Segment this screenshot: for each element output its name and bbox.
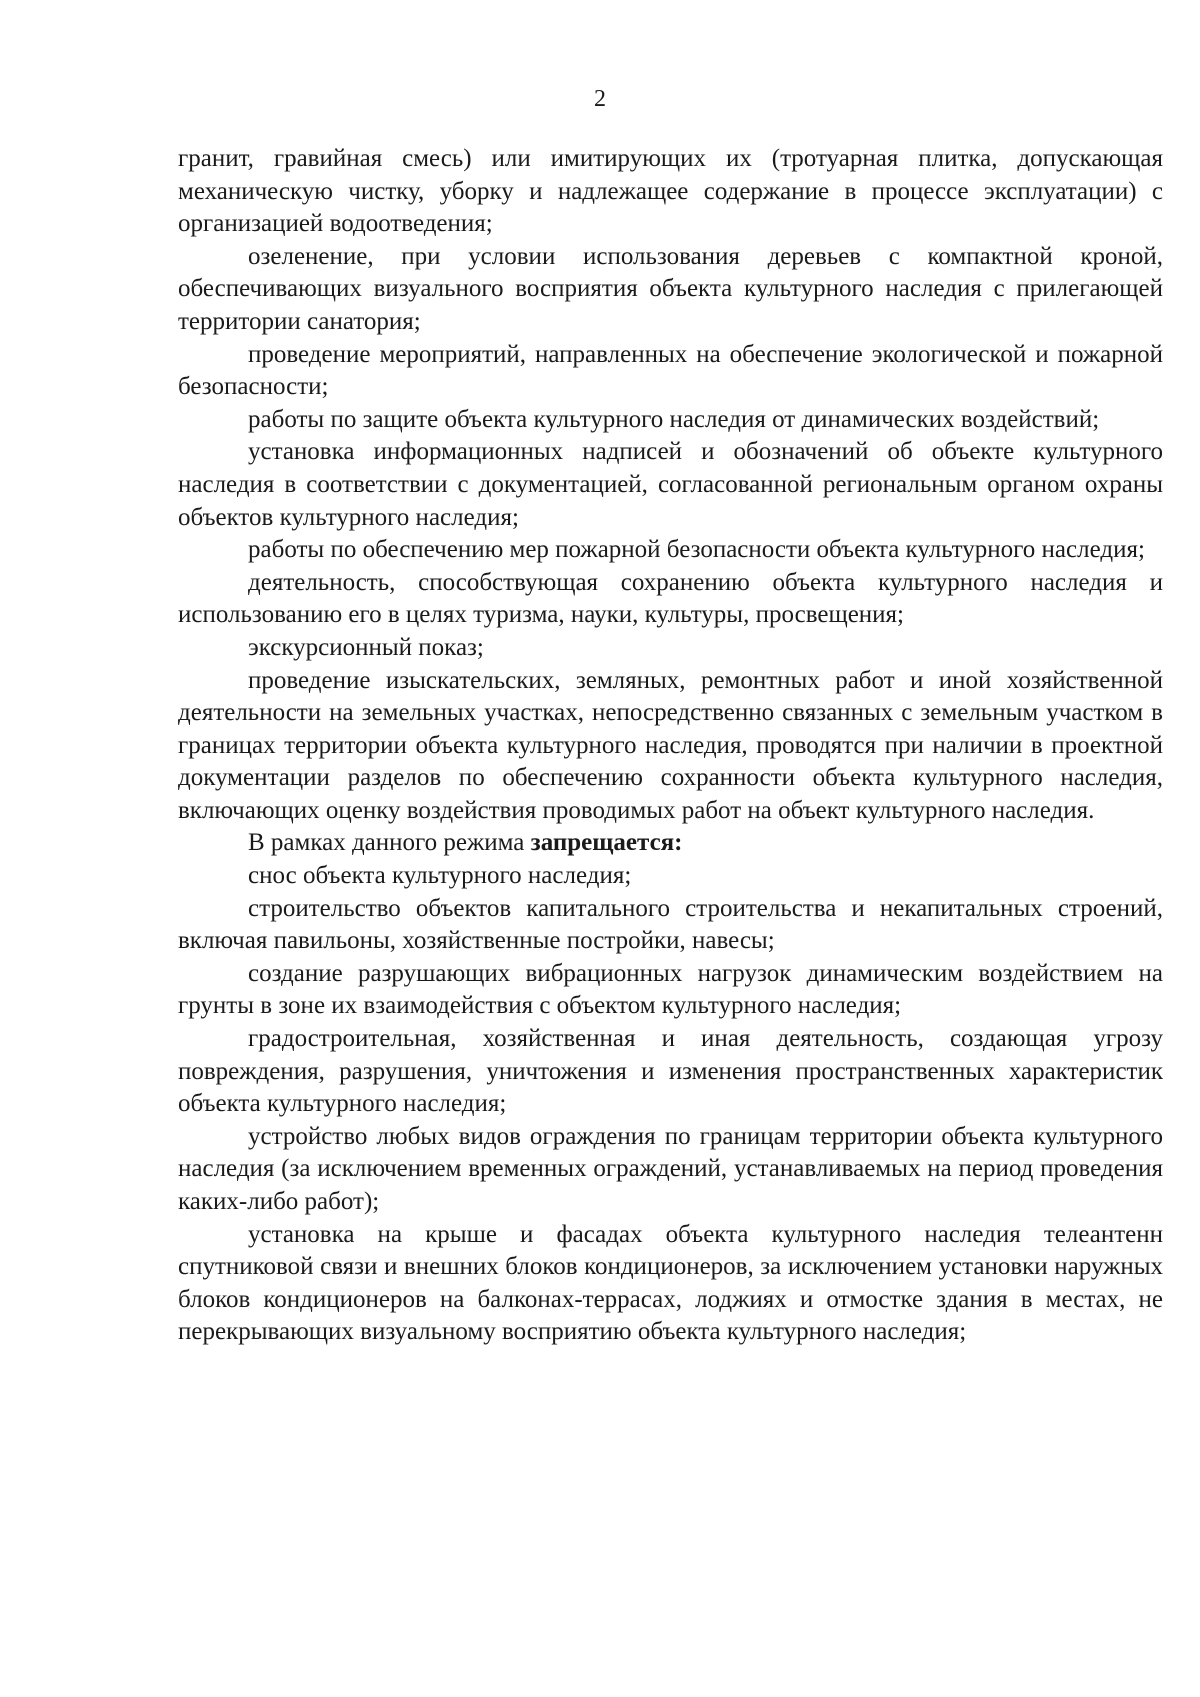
paragraph-survey-works: проведение изыскательских, земляных, ремонтных работ и иной хозяйственной деятельности на земельных участках, непосредственно связанных с земельным участком в границах территории объекта культурного наследия, проводятся при наличии в проектной документации разделов по обеспечению сохранности объекта культурного наследия, включающих оценку воздействия проводимых работ на объект культурного наследия. [178,666,1163,824]
paragraph-landscaping: озеленение, при условии использования деревьев с компактной кроной, обеспечивающих визуального восприятия объекта культурного наследия с прилегающей территории санатория; [178,242,1163,335]
paragraph-continuation: гранит, гравийная смесь) или имитирующих их (тротуарная плитка, допускающая механическую чистку, уборку и надлежащее содержание в процессе эксплуатации) с организацией водоотведения; [178,145,1163,238]
paragraph-information-signs: установка информационных надписей и обозначений об объекте культурного наследия в соответствии с документацией, согласованной региональным органом охраны объектов культурного наследия; [178,438,1163,531]
prohibition-item: снос объекта культурного наследия; [248,862,632,890]
prohibition-emphasis: запрещается: [530,829,683,857]
paragraph-dynamic-protection: работы по защите объекта культурного наследия от динамических воздействий; [248,405,1100,433]
prohibition-intro [178,827,1163,860]
prohibition-item: устройство любых видов ограждения по границам территории объекта культурного наследия (за исключением временных ограждений, устанавливаемых на период проведения каких-либо работ); [178,1122,1163,1215]
paragraph-fire-safety: работы по обеспечению мер пожарной безопасности объекта культурного наследия; [248,536,1145,564]
page-number: 2 [594,86,606,112]
paragraph-excursion: экскурсионный показ; [248,633,484,661]
prohibition-item: градостроительная, хозяйственная и иная деятельность, создающая угрозу повреждения, разрушения, уничтожения и изменения пространственных характеристик объекта культурного наследия; [178,1025,1163,1118]
paragraph-preservation-activity: деятельность, способствующая сохранению объекта культурного наследия и использованию его в целях туризма, науки, культуры, просвещения; [178,568,1163,629]
paragraph-safety-measures: проведение мероприятий, направленных на обеспечение экологической и пожарной безопасности; [178,340,1163,401]
prohibition-item: установка на крыше и фасадах объекта культурного наследия телеантенн спутниковой связи и внешних блоков кондиционеров, за исключением установки наружных блоков кондиционеров на балконах-террасах, лоджиях и отмостке здания в местах, не перекрывающих визуальному восприятию объекта культурного наследия; [178,1220,1163,1346]
prohibition-item: создание разрушающих вибрационных нагрузок динамическим воздействием на грунты в зоне их взаимодействия с объектом культурного наследия; [178,959,1163,1020]
prohibition-item: строительство объектов капитального строительства и некапитальных строений, включая павильоны, хозяйственные постройки, навесы; [178,894,1163,955]
prohibition-intro-text: В рамках данного режима [248,829,531,857]
document-body [178,143,1163,1349]
